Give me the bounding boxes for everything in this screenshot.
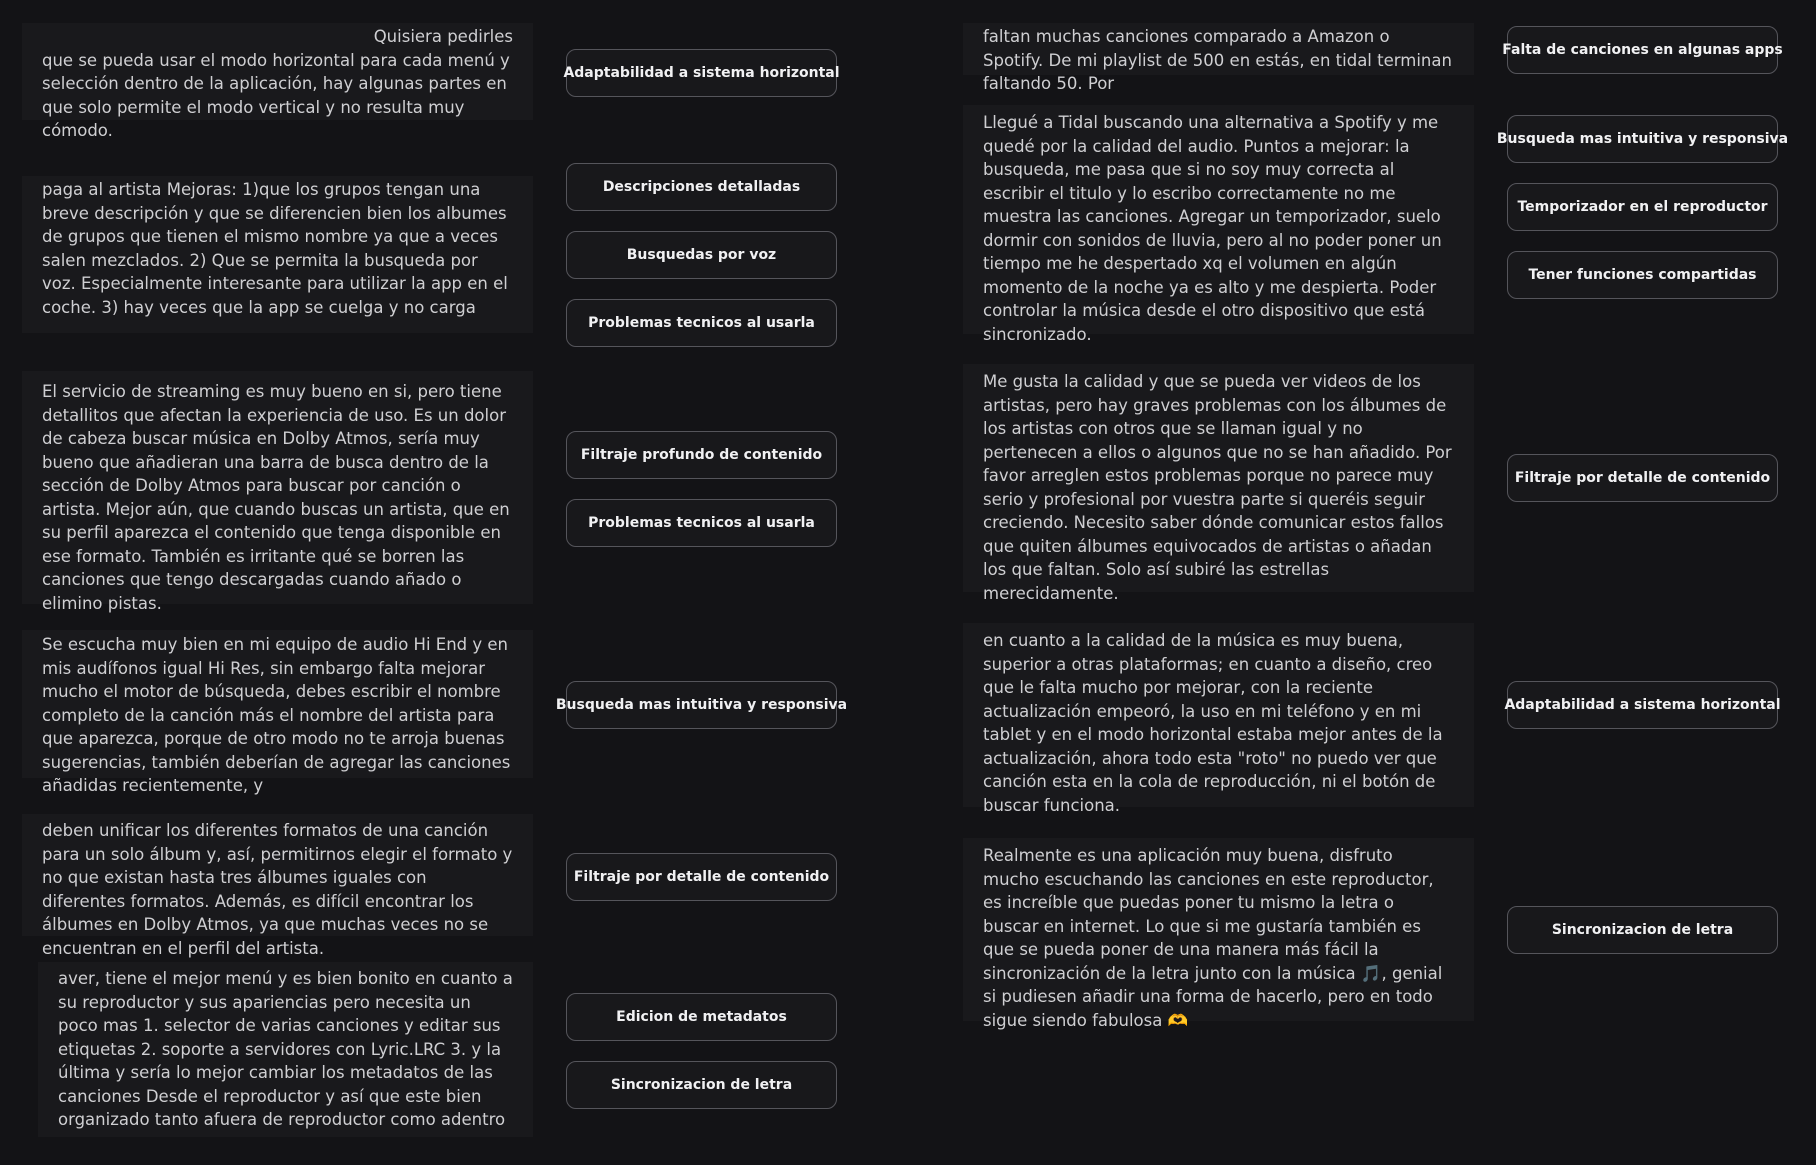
- tag-content-detail-filter[interactable]: Filtraje por detalle de contenido: [1507, 454, 1778, 502]
- review-text: aver, tiene el mejor menú y es bien bonito en cuanto a su reproductor y sus apariencias pero necesita un poco mas 1. selector de varias canciones y editar sus etiquetas 2. soporte a servidores con Lyric.LRC 3. y la última y sería lo mejor cambiar los metadatos de las canciones Desde el reproductor y así que este bien organizado tanto afuera de reproductor como adentro: [58, 969, 513, 1129]
- tag-technical-problems[interactable]: Problemas tecnicos al usarla: [566, 299, 837, 347]
- tag-voice-search[interactable]: Busquedas por voz: [566, 231, 837, 279]
- tag-content-detail-filter[interactable]: Filtraje por detalle de contenido: [566, 853, 837, 901]
- tag-player-timer[interactable]: Temporizador en el reproductor: [1507, 183, 1778, 231]
- review-card-l4: [22, 630, 533, 795]
- review-card-r4: [963, 623, 1474, 815]
- review-text: paga al artista Mejoras: 1)que los grupos tengan una breve descripción y que se diferencien bien los albumes de grupos que tienen el mismo nombre ya que a veces salen mezclados. 2) Que se permita la busqueda por voz. Especialmente interesante para utilizar la app en el coche. 3) hay veces que la app se cuelga y no carga: [42, 180, 508, 317]
- tag-detailed-descriptions[interactable]: Descripciones detalladas: [566, 163, 837, 211]
- review-card-l6: [38, 962, 533, 1137]
- tag-intuitive-search[interactable]: Busqueda mas intuitiva y responsiva: [1507, 115, 1778, 163]
- tag-horizontal-adaptability[interactable]: Adaptabilidad a sistema horizontal: [1507, 681, 1778, 729]
- review-card-l5: [22, 814, 533, 958]
- tag-horizontal-adaptability[interactable]: Adaptabilidad a sistema horizontal: [566, 49, 837, 97]
- review-text: Se escucha muy bien en mi equipo de audio Hi End y en mis audífonos igual Hi Res, sin embargo falta mejorar mucho el motor de búsqueda, debes escribir el nombre completo de la canción más el nombre del artista para que aparezca, porque de otro modo no te arroja buenas sugerencias, también deberían de agregar las canciones añadidas recientemente, y: [42, 635, 511, 795]
- review-card-l1: [22, 23, 533, 140]
- review-text: en cuanto a la calidad de la música es muy buena, superior a otras plataformas; en cuanto a diseño, creo que le falta mucho por mejorar, con la reciente actualización empeoró, la uso en mi teléfono y en mi tablet y en el modo horizontal estaba mejor antes de la actualización, ahora todo esta "roto" no puedo ver que canción esta en la cola de reproducción, ni el botón de buscar funciona.: [983, 631, 1443, 815]
- tag-lyrics-sync[interactable]: Sincronizacion de letra: [566, 1061, 837, 1109]
- review-card-r2: [963, 105, 1474, 344]
- review-card-l2: [22, 176, 533, 333]
- review-card-r3: [963, 364, 1474, 603]
- review-text: El servicio de streaming es muy bueno en si, pero tiene detallitos que afectan la experiencia de uso. Es un dolor de cabeza buscar música en Dolby Atmos, sería muy bueno que añadieran una barra de busca dentro de la sección de Dolby Atmos para buscar por canción o artista. Mejor aún, que cuando buscas un artista, que en su perfil aparezca el contenido que tenga disponible en ese formato. También es irritante qué se borren las canciones que tengo descargadas cuando añado o elimino pistas.: [42, 382, 510, 613]
- review-text: Llegué a Tidal buscando una alternativa a Spotify y me quedé por la calidad del audio. Puntos a mejorar: la busqueda, me pasa que si no soy muy correcta al escribir el titulo y lo escribo correctamente no me muestra las canciones. Agregar un temporizador, suelo dormir con sonidos de lluvia, pero al no poder poner un tiempo me he despertado xq el volumen en algún momento de la noche ya es alto y me despierta. Poder controlar la música desde el otro dispositivo que está sincronizado.: [983, 113, 1442, 344]
- tag-intuitive-search[interactable]: Busqueda mas intuitiva y responsiva: [566, 681, 837, 729]
- tag-metadata-editing[interactable]: Edicion de metadatos: [566, 993, 837, 1041]
- tag-deep-content-filter[interactable]: Filtraje profundo de contenido: [566, 431, 837, 479]
- tag-shared-functions[interactable]: Tener funciones compartidas: [1507, 251, 1778, 299]
- review-text: faltan muchas canciones comparado a Amazon o Spotify. De mi playlist de 500 en estás, en tidal terminan faltando 50. Por: [983, 27, 1452, 93]
- tag-lyrics-sync[interactable]: Sincronizacion de letra: [1507, 906, 1778, 954]
- review-first-line: Quisiera pedirles: [373, 27, 513, 46]
- review-text: Realmente es una aplicación muy buena, disfruto mucho escuchando las canciones en este reproductor, es increíble que puedas poner tu mismo la letra o buscar en internet. Lo que si me gustaría también es que se pueda poner de una manera más fácil la sincronización de la letra junto con la música 🎵, genial si pudiesen añadir una forma de hacerlo, pero en todo sigue siendo fabulosa 🫶: [983, 846, 1443, 1030]
- tag-technical-problems[interactable]: Problemas tecnicos al usarla: [566, 499, 837, 547]
- tag-missing-songs[interactable]: Falta de canciones en algunas apps: [1507, 26, 1778, 74]
- review-text: deben unificar los diferentes formatos de una canción para un solo álbum y, así, permitirnos elegir el formato y no que existan hasta tres álbumes iguales con diferentes formatos. Además, es difícil encontrar los álbumes en Dolby Atmos, ya que muchas veces no se encuentran en el perfil del artista.: [42, 821, 513, 958]
- review-text: Me gusta la calidad y que se pueda ver videos de los artistas, pero hay graves problemas con los álbumes de los artistas con otros que se llaman igual y no pertenecen a ellos o algunos que no se han añadido. Por favor arreglen estos problemas porque no parece muy serio y profesional por vuestra parte si queréis seguir creciendo. Necesito saber dónde comunicar estos fallos que quiten álbumes equivocados de artistas o añadan los que faltan. Solo así subiré las estrellas merecidamente.: [983, 372, 1452, 603]
- review-text: que se pueda usar el modo horizontal para cada menú y selección dentro de la aplicación, hay algunas partes en que solo permite el modo vertical y no resulta muy cómodo.: [42, 50, 510, 140]
- review-card-r1: [963, 23, 1474, 93]
- review-card-r5: [963, 838, 1474, 1030]
- review-card-l3: [22, 371, 533, 613]
